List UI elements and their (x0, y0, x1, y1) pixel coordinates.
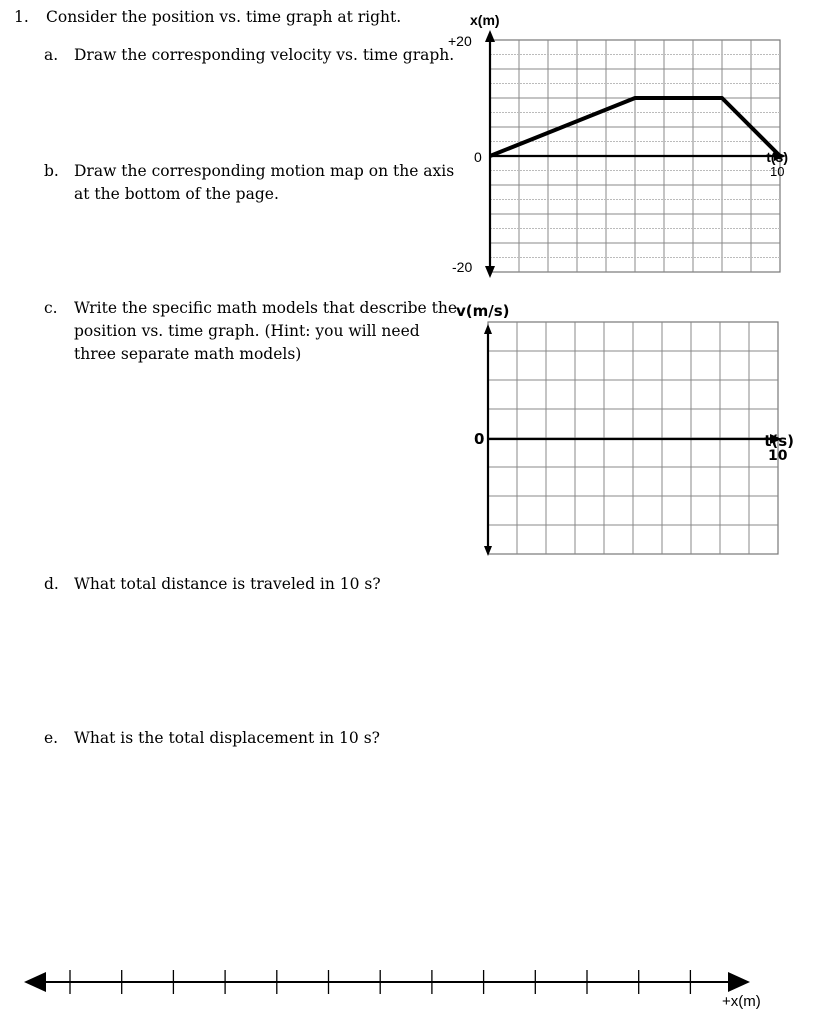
velocity-xtick-end: 10 (768, 448, 788, 464)
position-ytick-zero: 0 (474, 149, 482, 165)
part-c-text (74, 297, 457, 366)
part-b-letter: b. (44, 162, 59, 180)
part-c-line-2: position vs. time graph. (Hint: you will need (74, 322, 420, 340)
velocity-ytick-zero: 0 (474, 430, 485, 448)
part-c-letter: c. (44, 299, 58, 317)
position-ytick-top: +20 (448, 33, 472, 49)
part-b-line-1: Draw the corresponding motion map on the axis (74, 162, 455, 180)
velocity-y-arrow-up (484, 324, 492, 334)
velocity-time-chart (440, 298, 800, 562)
position-x-label: t(s) (766, 149, 788, 165)
position-xtick-end: 10 (770, 164, 785, 179)
motion-map-axis-label: +x(m) (722, 993, 761, 1010)
question-text: Consider the position vs. time graph at right. (46, 8, 402, 26)
position-ytick-bottom: -20 (452, 259, 473, 275)
part-a-text: Draw the corresponding velocity vs. time graph. (74, 46, 455, 64)
position-time-chart (440, 10, 790, 280)
part-d-letter: d. (44, 575, 59, 593)
part-c-line-3: three separate math models) (74, 345, 302, 363)
part-d-text: What total distance is traveled in 10 s? (74, 575, 381, 593)
position-y-arrow-up (485, 30, 495, 42)
velocity-x-label: t(s) (764, 432, 794, 450)
position-y-label: x(m) (470, 12, 500, 28)
part-b-line-2: at the bottom of the page. (74, 185, 279, 203)
question-number: 1. (14, 8, 29, 26)
motion-map-right-arrow (728, 972, 750, 992)
part-b-text (74, 160, 454, 206)
motion-map-left-arrow (24, 972, 46, 992)
part-a-letter: a. (44, 46, 59, 64)
part-e-text: What is the total displacement in 10 s? (74, 729, 380, 747)
part-c-line-1: Write the specific math models that describe the (74, 299, 458, 317)
velocity-y-label: v(m/s) (456, 302, 510, 320)
part-e-letter: e. (44, 729, 59, 747)
motion-map-axis (20, 960, 800, 1016)
